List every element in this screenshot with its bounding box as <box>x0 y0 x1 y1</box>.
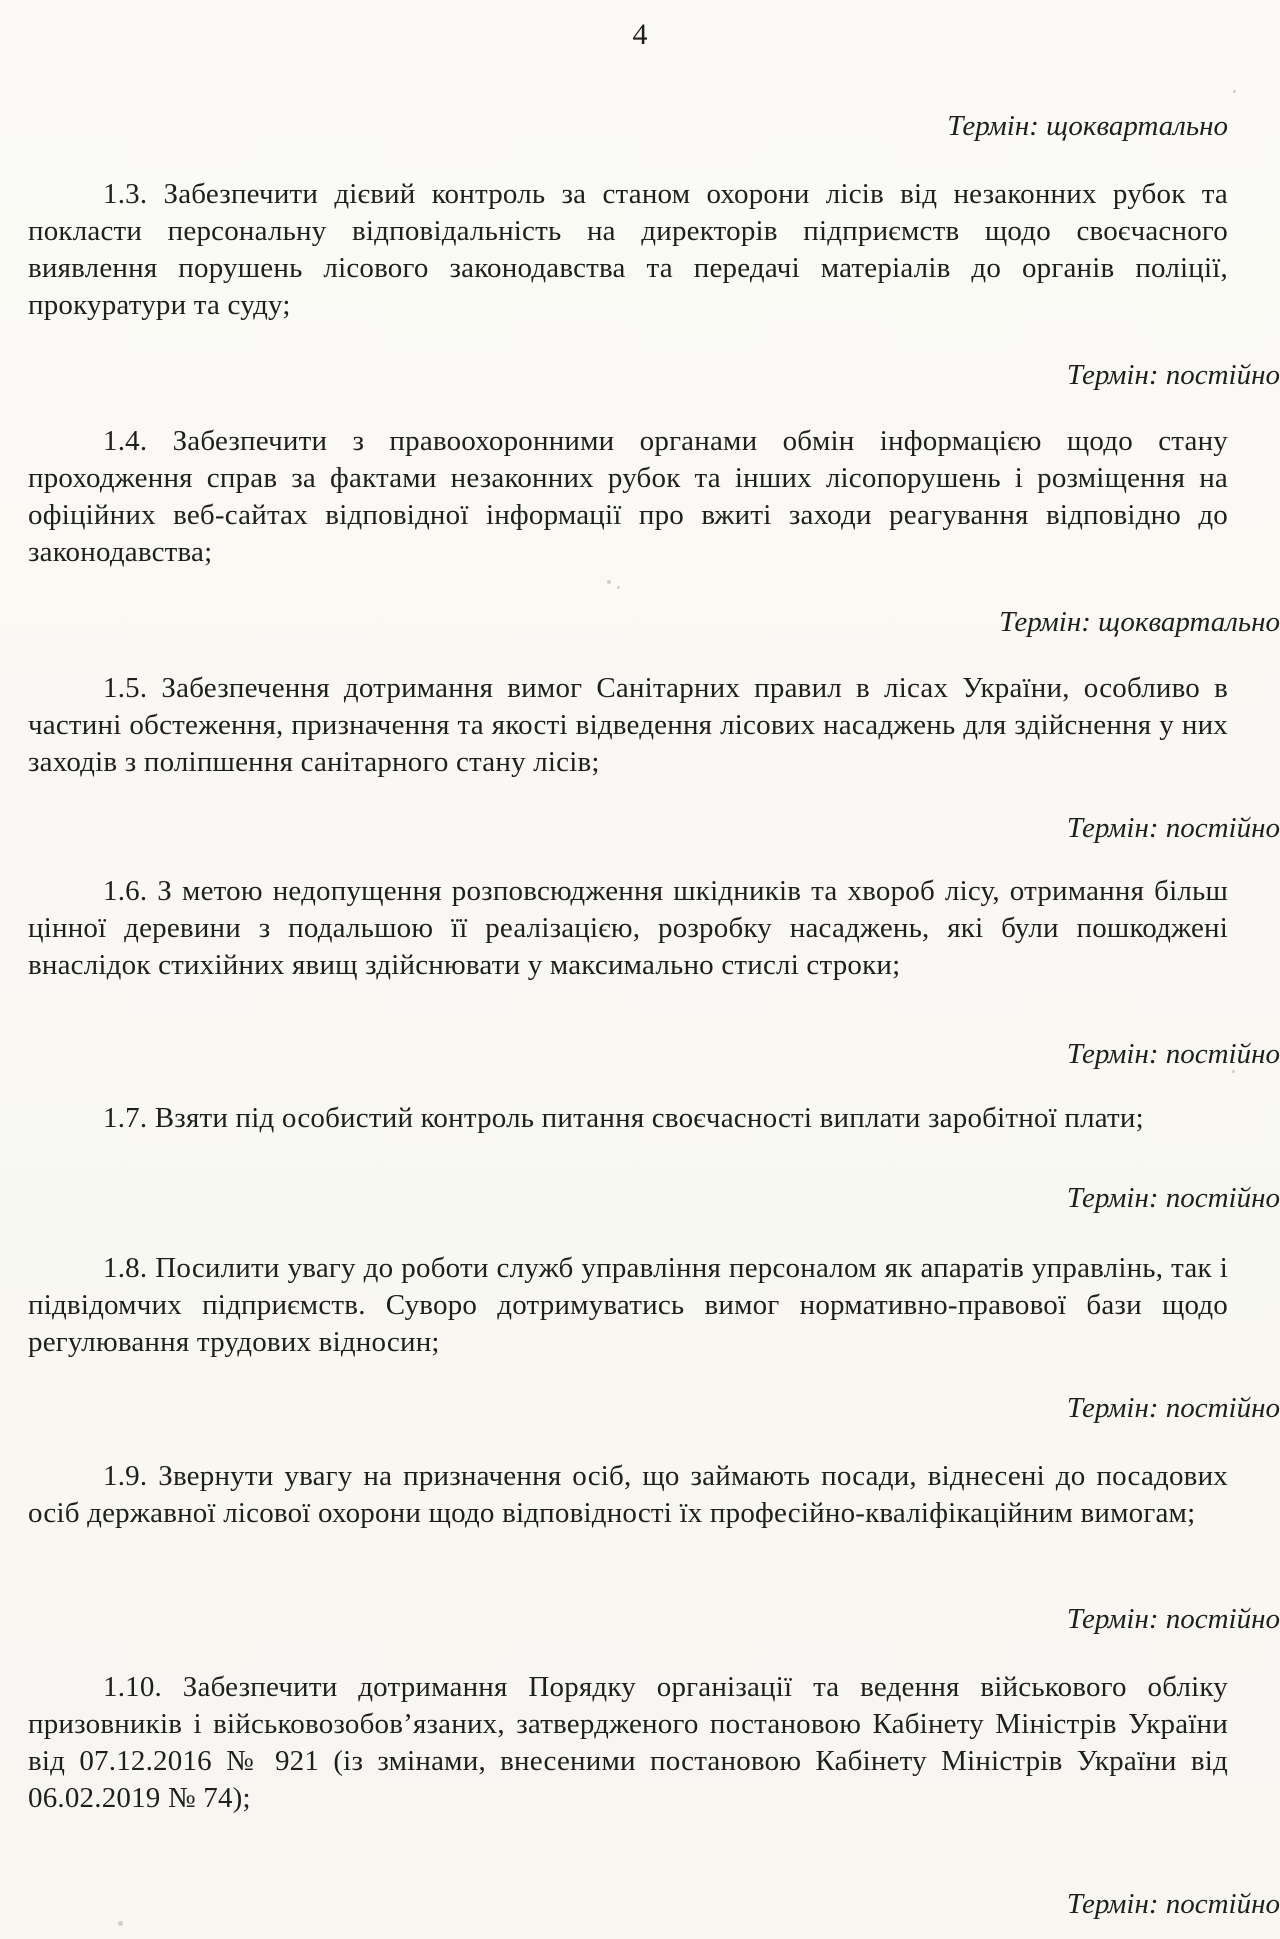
item-1-9 <box>0 1458 1280 1532</box>
item-text: 1.6. З метою недопущення розповсюдження шкідників та хвороб лісу, отримання більш цінної деревини з подальшою її реалізацією, розробку насаджень, які були пошкоджені внаслідок стихійних явищ здійснювати у максимально стислі строки; <box>28 875 1228 981</box>
scan-speck <box>1232 1070 1235 1073</box>
item-term: Термін: постійно <box>1066 1888 1280 1920</box>
item-term: Термін: постійно <box>1066 1182 1280 1214</box>
item-text: 1.10. Забезпечити дотримання Порядку організації та ведення військового обліку призовників і військовозобов’язаних, затвердженого постановою Кабінету Міністрів України від 07.12.2016 № 921 (із змінами, внесеними постановою Кабінету Міністрів України від 06.02.2019 № 74); <box>28 1671 1228 1814</box>
item-1-6 <box>0 873 1280 984</box>
item-1-8 <box>0 1250 1280 1361</box>
scan-speck <box>617 586 620 589</box>
item-text: 1.9. Звернути увагу на призначення осіб, що займають посади, віднесені до посадових осіб державної лісової охорони щодо відповідності їх професійно-кваліфікаційним вимогам; <box>28 1460 1228 1529</box>
item-text: 1.8. Посилити увагу до роботи служб управління персоналом як апаратів управлінь, так і підвідомчих підприємств. Суворо дотримуватись вимог нормативно-правової бази щодо регулювання трудових відносин; <box>28 1252 1228 1358</box>
top-term: Термін: щоквартально <box>947 110 1228 142</box>
item-term: Термін: постійно <box>1066 1603 1280 1635</box>
page-number: 4 <box>632 18 648 51</box>
scan-speck <box>1233 90 1236 93</box>
item-term: Термін: постійно <box>1066 1038 1280 1070</box>
item-text: 1.4. Забезпечити з правоохоронними органами обмін інформацією щодо стану проходження справ за фактами незаконних рубок та інших лісопорушень і розміщення на офіційних веб-сайтах відповідної інформації про вжиті заходи реагування відповідно до законодавства; <box>28 425 1228 568</box>
item-text: 1.7. Взяти під особистий контроль питання своєчасності виплати заробітної плати; <box>103 1102 1144 1134</box>
item-1-7 <box>0 1100 1280 1137</box>
item-text: 1.3. Забезпечити дієвий контроль за станом охорони лісів від незаконних рубок та покласти персональну відповідальність на директорів підприємств щодо своєчасного виявлення порушень лісового законодавства та передачі матеріалів до органів поліції, прокуратури та суду; <box>28 178 1228 321</box>
scan-speck <box>607 580 611 584</box>
item-term: Термін: постійно <box>1066 812 1280 844</box>
item-term: Термін: постійно <box>1066 1392 1280 1424</box>
scan-speck <box>118 1921 123 1926</box>
item-term: Термін: щоквартально <box>999 606 1280 638</box>
item-1-5 <box>0 670 1280 781</box>
item-1-10 <box>0 1669 1280 1817</box>
item-1-4 <box>0 423 1280 571</box>
item-term: Термін: постійно <box>1066 359 1280 391</box>
item-text: 1.5. Забезпечення дотримання вимог Санітарних правил в лісах України, особливо в частині обстеження, призначення та якості відведення лісових насаджень для здійснення у них заходів з поліпшення санітарного стану лісів; <box>28 672 1228 778</box>
item-1-3 <box>0 176 1280 324</box>
